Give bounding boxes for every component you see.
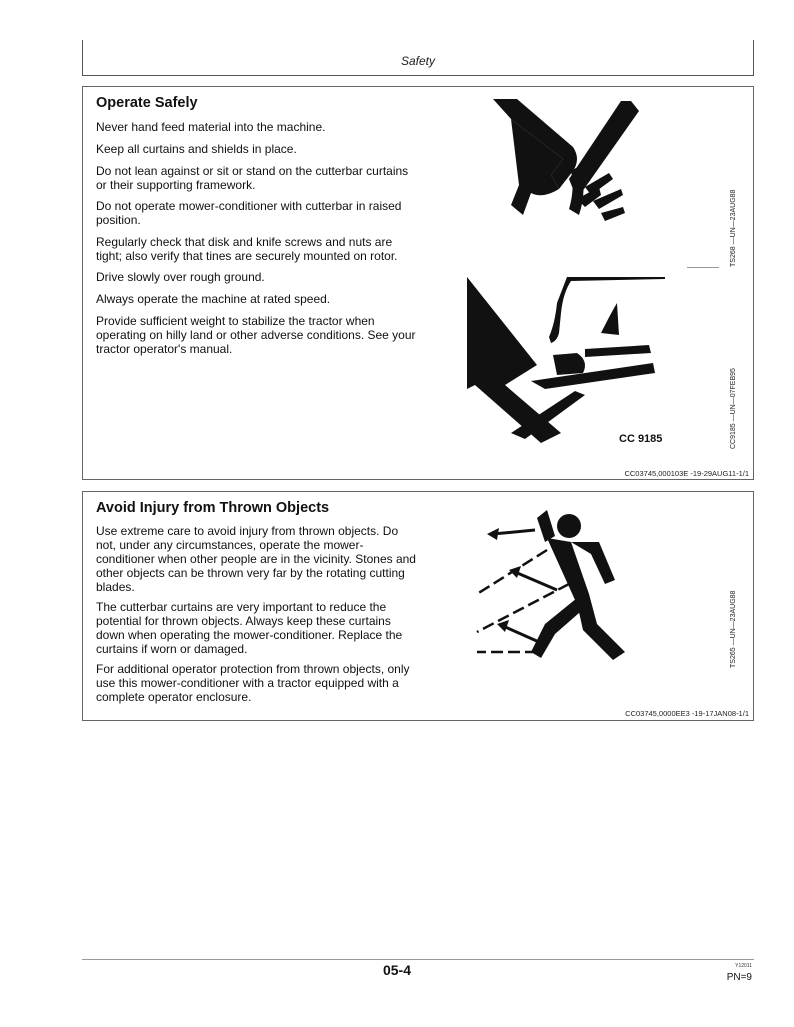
section-title: Operate Safely — [96, 95, 198, 111]
page-header — [82, 40, 754, 76]
paragraph: Provide sufficient weight to stabilize the tractor when operating on hilly land or other adverse conditions. See your tractor operator's manual. — [96, 314, 416, 356]
figure-code: TS268 —UN—23AUG88 — [730, 189, 737, 267]
paragraph: Keep all curtains and shields in place. — [96, 142, 297, 156]
figure-code: CC9185 —UN—07FEB95 — [730, 368, 737, 449]
hand-feeding-warning-icon — [481, 95, 681, 265]
header-title: Safety — [400, 54, 436, 68]
paragraph: Drive slowly over rough ground. — [96, 270, 265, 284]
paragraph: Do not operate mower-conditioner with cutterbar in raised position. — [96, 199, 402, 227]
paragraph: Never hand feed material into the machine. — [96, 120, 326, 134]
page-count: PN=9 — [726, 972, 752, 983]
thrown-objects-warning-icon — [473, 502, 643, 664]
figure-divider — [687, 267, 719, 268]
section-title: Avoid Injury from Thrown Objects — [96, 500, 330, 516]
reference-code: CC03745,0000EE3 -19-17JAN08-1/1 — [625, 709, 749, 718]
paragraph: Always operate the machine at rated speed. — [96, 292, 331, 306]
footer-code: Y12011 — [735, 963, 752, 969]
section-operate-safely — [82, 86, 754, 480]
paragraph: The cutterbar curtains are very important to reduce the potential for thrown objects. Always keep these curtains down when operating the mower-conditioner. Replace the curtains if worn or damaged. — [96, 600, 403, 656]
paragraph: Use extreme care to avoid injury from thrown objects. Do not, under any circumstances, operate the mower-conditioner when other people are in the vicinity. Stones and other objects can be thrown very far by the rotating cutting blades. — [96, 524, 416, 594]
section-thrown-objects — [82, 491, 754, 721]
reference-code: CC03745,000103E -19-29AUG11-1/1 — [624, 469, 749, 478]
footer-divider — [82, 959, 754, 960]
figure-label: CC 9185 — [619, 433, 663, 445]
curtain-shield-warning-icon — [465, 273, 671, 445]
figure-code: TS265 —UN—23AUG88 — [730, 590, 737, 668]
paragraph: Regularly check that disk and knife screws and nuts are tight; also verify that tines are securely mounted on rotor. — [96, 235, 398, 263]
paragraph: For additional operator protection from thrown objects, only use this mower-conditioner with a tractor equipped with a complete operator enclosure. — [96, 662, 410, 704]
paragraph: Do not lean against or sit or stand on the cutterbar curtains or their supporting framework. — [96, 164, 409, 192]
page-number: 05-4 — [382, 962, 412, 978]
